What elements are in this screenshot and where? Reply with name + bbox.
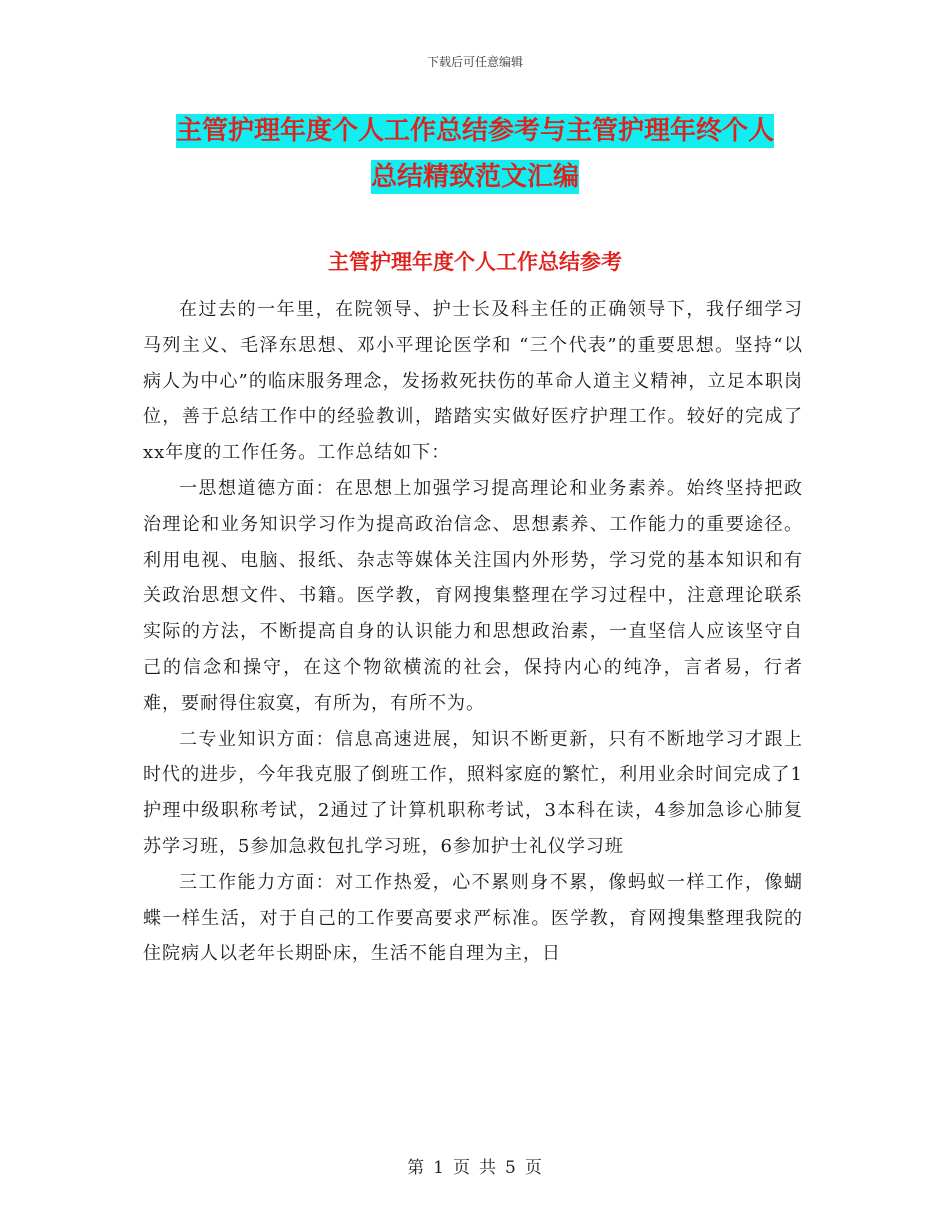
footer-total-word: 共 (479, 1158, 497, 1178)
page-footer (0, 1153, 950, 1178)
document-title (145, 108, 805, 200)
paragraph-intro: 在过去的一年里，在院领导、护士长及科主任的正确领导下，我仔细学习马列主义、毛泽东思想、邓小平理论医学和 “三个代表”的重要思想。坚持“以病人为中心”的临床服务理念，发扬救死扶伤的革命人道主义精神，立足本职岗位，善于总结工作中的经验教训，踏踏实实做好医疗护理工作。较好的完成了xx年度的工作任务。工作总结如下： (143, 299, 803, 464)
footer-suffix: 页 (524, 1158, 543, 1178)
title-line-1: 主管护理年度个人工作总结参考与主管护理年终个人 (175, 116, 774, 146)
section-title: 主管护理年度个人工作总结参考 (328, 250, 622, 274)
paragraph-ability: 三工作能力方面：对工作热爱，心不累则身不累，像蚂蚁一样工作，像蝴蝶一样生活，对于自己的工作要高要求严标准。医学教，育网搜集整理我院的住院病人以老年长期卧床，生活不能自理为主，日 (143, 871, 803, 965)
body-text (143, 292, 803, 972)
paragraph-ideology: 一思想道德方面：在思想上加强学习提高理论和业务素养。始终坚持把政治理论和业务知识学习作为提高政治信念、思想素养、工作能力的重要途径。利用电视、电脑、报纸、杂志等媒体关注国内外形势，学习党的基本知识和有关政治思想文件、书籍。医学教，育网搜集整理在学习过程中，注意理论联系实际的方法，不断提高自身的认识能力和思想政治素，一直坚信人应该坚守自己的信念和操守，在这个物欲横流的社会，保持内心的纯净，言者易，行者难，要耐得住寂寞，有所为，有所不为。 (143, 477, 803, 714)
footer-page-word: 页 (453, 1158, 471, 1178)
footer-page-number: 1 (433, 1158, 445, 1178)
title-line-2: 总结精致范文汇编 (370, 162, 579, 192)
header-note: 下载后可任意编辑 (426, 55, 523, 69)
paragraph-professional: 二专业知识方面：信息高速进展，知识不断更新，只有不断地学习才跟上时代的进步，今年我克服了倒班工作，照料家庭的繁忙，利用业余时间完成了1护理中级职称考试，2通过了计算机职称考试，3本科在读，4参加急诊心肺复苏学习班，5参加急救包扎学习班，6参加护士礼仪学习班 (143, 728, 803, 857)
footer-total-pages: 5 (505, 1158, 517, 1178)
footer-prefix: 第 (407, 1158, 426, 1178)
